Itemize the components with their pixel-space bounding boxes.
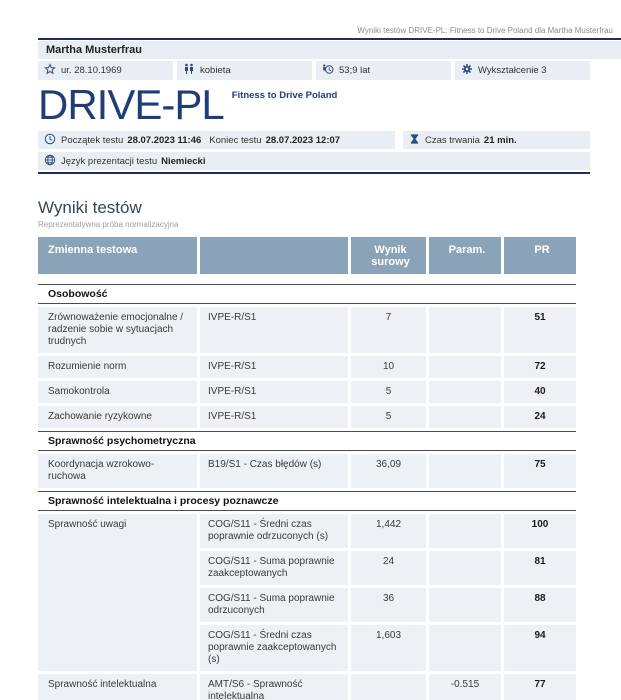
top-rule [38,38,621,40]
hourglass-icon [409,133,425,148]
cell-raw: 1,603 [351,625,426,671]
col-variable: Zmienna testowa [38,237,197,274]
cell-variable: Koordynacja wzrokowo-ruchowa [38,454,197,488]
cell-test: AMT/S6 - Sprawność intelektualna [200,674,348,700]
cell-raw: 36 [351,588,426,622]
birth-cell [38,61,173,80]
col-raw: Wynik surowy [351,237,426,274]
start-label: Początek testu [61,134,124,146]
col-pr: PR [504,237,576,274]
cell-param [429,381,501,403]
cell-pr: 88 [504,588,576,622]
cell-test: IVPE-R/S1 [200,356,348,378]
education-label: Wykształcenie 3 [478,65,547,76]
start-value: 28.07.2023 11:46 [127,134,202,146]
age-cell [316,61,451,80]
globe-icon [44,154,61,169]
cell-param [429,454,501,488]
cell-test: COG/S11 - Średni czas poprawnie odrzuconych (s) [200,514,348,548]
person-clock-icon [322,63,339,78]
section-header-psychometryczna: Sprawność psychometryczna [38,431,576,451]
results-table [38,237,576,700]
section-header-osobowosc: Osobowość [38,284,576,304]
results-heading: Wyniki testów [38,198,142,217]
patient-name: Martha Musterfrau [38,41,621,59]
language-label: Język prezentacji testu [61,155,158,167]
end-value: 28.07.2023 12:07 [265,134,341,146]
cell-pr: 77 [504,674,576,700]
duration-value: 21 min. [483,134,517,146]
cell-param [429,588,501,622]
table-header [38,237,576,274]
table-row [38,674,576,700]
duration-label: Czas trwania [425,134,480,146]
table-row [38,307,576,353]
cell-variable: Zrównoważenie emocjonalne / radzenie sobie w sytuacjach trudnych [38,307,197,353]
language-value: Niemiecki [161,155,206,167]
logo-subtitle: Fitness to Drive Poland [231,90,338,101]
cell-param [429,356,501,378]
cell-test: COG/S11 - Średni czas poprawnie zaakceptowanych (s) [200,625,348,671]
two-persons-icon [183,63,200,78]
cell-param [429,551,501,585]
cell-pr: 75 [504,454,576,488]
col-test [200,237,348,274]
table-row [38,406,576,428]
cell-variable: Sprawność intelektualna [38,674,197,700]
table-row [38,356,576,378]
clock-icon [44,133,61,148]
cell-param [429,514,501,548]
end-label: Koniec testu [209,134,262,146]
cell-test: IVPE-R/S1 [200,307,348,353]
duration-cell [403,131,590,149]
session-row [38,131,590,149]
table-row [38,381,576,403]
session-times-cell [38,131,395,149]
cell-test: COG/S11 - Suma poprawnie zaakceptowanych [200,551,348,585]
language-row [38,152,590,170]
cell-pr: 72 [504,356,576,378]
cell-variable: Sprawność uwagi [38,514,197,671]
cell-raw: 10 [351,356,426,378]
cell-param [429,625,501,671]
table-row [38,454,576,488]
cell-raw: 7 [351,307,426,353]
patient-info-row [38,61,590,80]
cell-variable: Rozumienie norm [38,356,197,378]
cell-param: -0.515 [429,674,501,700]
cell-pr: 81 [504,551,576,585]
report-page [0,26,621,700]
language-cell [38,152,590,170]
cell-raw [351,674,426,700]
birth-label: ur. 28.10.1969 [61,65,122,76]
section-header-intelektualna: Sprawność intelektualna i procesy poznawcze [38,491,576,511]
cell-raw: 1,442 [351,514,426,548]
cell-pr: 24 [504,406,576,428]
cell-test: IVPE-R/S1 [200,381,348,403]
cell-raw: 36,09 [351,454,426,488]
gear-icon [461,63,478,78]
gender-cell [177,61,312,80]
cell-raw: 24 [351,551,426,585]
age-label: 53;9 lat [339,65,371,76]
report-caption: Wyniki testów DRIVE-PL: Fitness to Drive Poland dla Martha Musterfrau [357,26,613,35]
results-subheading: Reprezentatywna próba normalizacyjna [38,220,179,229]
table-row-group [38,514,576,671]
education-cell [455,61,590,80]
gender-label: kobieta [200,65,231,76]
col-param: Param. [429,237,501,274]
logo-row [38,81,621,128]
cell-raw: 5 [351,381,426,403]
cell-variable: Zachowanie ryzykowne [38,406,197,428]
cell-param [429,307,501,353]
cell-test: IVPE-R/S1 [200,406,348,428]
drive-pl-logo: DRIVE-PL [38,81,224,128]
cell-test: COG/S11 - Suma poprawnie odrzuconych [200,588,348,622]
cell-test: B19/S1 - Czas błędów (s) [200,454,348,488]
cell-variable: Samokontrola [38,381,197,403]
section-rule [38,172,590,174]
cell-pr: 94 [504,625,576,671]
cell-pr: 51 [504,307,576,353]
cell-pr: 100 [504,514,576,548]
star-icon [44,63,61,78]
cell-pr: 40 [504,381,576,403]
cell-param [429,406,501,428]
cell-raw: 5 [351,406,426,428]
